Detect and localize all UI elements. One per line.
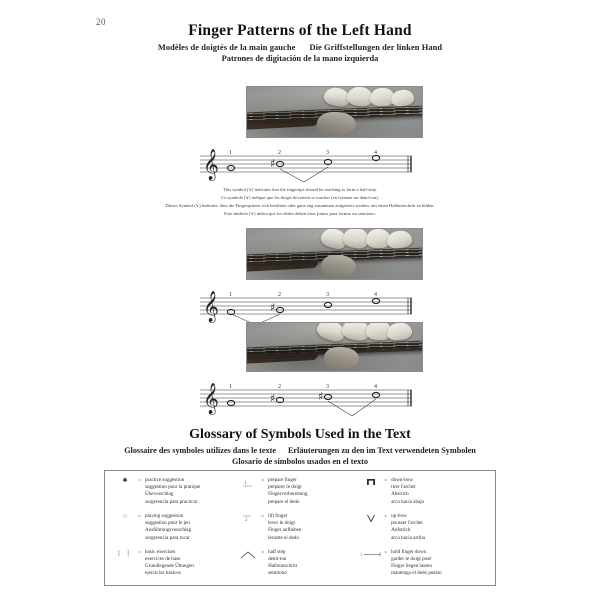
entry-german: Aufstrich <box>391 527 411 534</box>
entry-french: tirer l'archet <box>391 484 416 491</box>
pattern-2-photo <box>246 228 423 280</box>
glossary-entry-text <box>145 549 229 578</box>
entry-french: suggestion pour le jeu <box>145 520 190 527</box>
svg-text:2: 2 <box>278 292 281 298</box>
equals-sign: = <box>138 549 141 556</box>
svg-text:♯: ♯ <box>270 301 276 314</box>
pattern-3-photo <box>246 322 423 372</box>
down-bow-icon <box>358 477 384 490</box>
glossary-entry-text <box>391 549 488 578</box>
half-step-bracket-icon <box>235 549 261 562</box>
page-title-fr-de <box>0 43 600 52</box>
down-bow-glyph <box>365 478 377 487</box>
entry-german: Finger aufheben <box>268 527 302 534</box>
hold-finger-glyph <box>360 550 382 559</box>
glossary-title-spanish: Glosario de símbolos usados en el texto <box>231 457 368 466</box>
footnote-german: Dieses Symbol (∨) bedeutet, dass die Fingerspitzen sich berühren oder ganz eng zusammen aufgesetzt werden, um einen Halbtonschritt zu bilden. <box>165 202 435 208</box>
entry-spanish: levante el dedo <box>268 534 299 541</box>
star-open-icon: ☆ <box>122 512 128 520</box>
glossary-title-english: Glossary of Symbols Used in the Text <box>189 427 411 442</box>
glossary-title-german: Erläuterungen zu den im Text verwendeten Symbolen <box>287 446 476 455</box>
entry-english: playing suggestion <box>145 512 184 519</box>
equals-sign: = <box>138 478 141 484</box>
glossary-entry <box>112 549 229 578</box>
footnote-english: This symbol (∨) indicates that the fingertips should be touching to form a half-step. <box>223 187 377 192</box>
equals-sign: = <box>261 513 264 520</box>
glossary-entry <box>112 513 229 542</box>
glossary-title-fr-de <box>0 446 600 455</box>
star-filled-icon: ✱ <box>122 478 128 484</box>
svg-text:2: 2 <box>278 150 281 156</box>
entry-spanish: surgerencia para practicar <box>145 498 198 505</box>
glossary-table <box>104 470 496 586</box>
pattern-1-staff <box>196 144 416 186</box>
entry-french: pousser l'archet <box>391 520 423 527</box>
photo-shading <box>247 323 422 371</box>
equals-sign: = <box>384 478 387 484</box>
svg-text:♯: ♯ <box>270 157 276 170</box>
glossary-entry <box>235 477 352 506</box>
entry-spanish: arco hacia abajo <box>391 498 425 505</box>
equals-sign: = <box>138 513 141 520</box>
entry-german: Ausführungsvorschlag <box>145 527 192 534</box>
page-title-german: Die Griffstellungen der linken Hand <box>309 43 443 52</box>
pattern-1-photo <box>246 86 423 138</box>
glossary-entry <box>358 477 488 506</box>
glossary-entry <box>235 513 352 542</box>
equals-sign: = <box>384 549 387 556</box>
entry-english: basic exercises <box>145 548 176 555</box>
svg-text:2: 2 <box>245 517 248 523</box>
entry-english: prepare finger <box>268 477 297 483</box>
page-title-french: Modèles de doigtés de la main gauche <box>157 43 296 52</box>
entry-french: exercices de base <box>145 555 181 562</box>
entry-spanish: prepare el dedo <box>268 498 300 505</box>
glossary-entry <box>358 549 488 578</box>
glossary-title <box>0 427 600 466</box>
svg-text:1: 1 <box>229 292 232 298</box>
svg-text:1: 1 <box>244 481 247 486</box>
lift-finger-icon <box>235 513 261 526</box>
entry-spanish: ejercicios básicos <box>145 570 181 577</box>
glossary-title-french: Glossaire des symboles utilizes dans le texte <box>124 446 276 455</box>
half-step-glyph <box>239 550 257 559</box>
entry-german: Halbtonschritt <box>268 563 298 570</box>
footnote-spanish: Este símbolo (∨) indica que los dedos deben estar juntos para formar un semitono. <box>224 210 376 216</box>
up-bow-icon <box>358 513 384 526</box>
page-title-spanish: Patrones de digitación de la mano izquierda <box>221 54 379 63</box>
hold-finger-icon <box>358 549 384 562</box>
brackets-icon: | | <box>118 548 132 557</box>
glossary-entry-text <box>145 513 229 542</box>
svg-text:3: 3 <box>326 292 329 298</box>
equals-sign: = <box>261 549 264 556</box>
entry-english: down-bow <box>391 477 413 483</box>
entry-english: hold finger down <box>391 548 427 555</box>
glossary-entry <box>112 477 229 506</box>
svg-text:4: 4 <box>374 292 377 298</box>
equals-sign: = <box>261 478 264 484</box>
svg-text:𝄞: 𝄞 <box>203 149 219 180</box>
glossary-entry <box>235 549 352 578</box>
entry-english: practice suggestion <box>145 477 185 483</box>
half-step-footnote <box>0 186 600 218</box>
entry-english: half step <box>268 548 286 555</box>
prepare-finger-glyph <box>241 478 255 487</box>
entry-english: up-bow <box>391 512 407 519</box>
svg-text:♯: ♯ <box>270 392 276 405</box>
glossary-entry-text <box>268 513 352 542</box>
entry-german: Finger liegen lassen <box>391 563 432 570</box>
page-number: 20 <box>96 17 106 27</box>
svg-text:1: 1 <box>229 384 232 390</box>
page-title-english: Finger Patterns of the Left Hand <box>188 22 412 39</box>
glossary-entry-text <box>268 477 352 506</box>
entry-french: suggestion pour la pratique <box>145 484 201 491</box>
entry-spanish: semitono <box>268 570 287 577</box>
glossary-entry-text <box>145 477 229 506</box>
svg-text:𝄞: 𝄞 <box>203 291 219 322</box>
footnote-french: Ce symbole (∨) indique que les doigts devraient se toucher (en formant un demi-ton). <box>221 194 379 200</box>
svg-text:3: 3 <box>326 384 329 390</box>
glossary-column-1 <box>109 477 232 581</box>
entry-spanish: mantenga el dedo puesto <box>391 570 442 577</box>
svg-text:𝄞: 𝄞 <box>203 383 219 414</box>
photo-shading <box>247 87 422 137</box>
photo-shading <box>247 229 422 279</box>
entry-german: Übevorschlag <box>145 491 174 498</box>
svg-text:4: 4 <box>374 384 377 390</box>
svg-text:♯: ♯ <box>318 390 324 403</box>
page-title <box>0 22 600 63</box>
svg-text:1: 1 <box>229 150 232 156</box>
up-bow-glyph <box>365 514 377 523</box>
entry-english: lift finger <box>268 512 288 519</box>
prepare-finger-icon <box>235 477 261 490</box>
entry-german: Abstrich <box>391 491 409 498</box>
glossary-entry-text <box>391 477 488 506</box>
staff-notation-3 <box>196 378 416 420</box>
pattern-3-staff <box>196 378 416 420</box>
glossary-entry <box>358 513 488 542</box>
entry-german: Grundlegende Übungen <box>145 563 194 570</box>
entry-french: lever le doigt <box>268 520 295 527</box>
glossary-column-3 <box>355 477 491 581</box>
staff-notation-1 <box>196 144 416 186</box>
svg-text:3: 3 <box>326 150 329 156</box>
svg-text:4: 4 <box>374 150 377 156</box>
equals-sign: = <box>384 513 387 520</box>
entry-french: préparer le doigt <box>268 484 302 491</box>
svg-text:1: 1 <box>360 551 363 557</box>
glossary-column-2 <box>232 477 355 581</box>
glossary-entry-text <box>391 513 488 542</box>
entry-spanish: surgerencia para tocar <box>145 534 190 541</box>
lift-finger-glyph <box>241 514 255 523</box>
entry-spanish: arco hacia arriba <box>391 534 426 541</box>
entry-german: Fingervorbereitung <box>268 491 308 498</box>
svg-text:2: 2 <box>278 384 281 390</box>
glossary-entry-text <box>268 549 352 578</box>
entry-french: garder le doigt posé <box>391 555 432 562</box>
entry-french: demi-ton <box>268 555 287 562</box>
